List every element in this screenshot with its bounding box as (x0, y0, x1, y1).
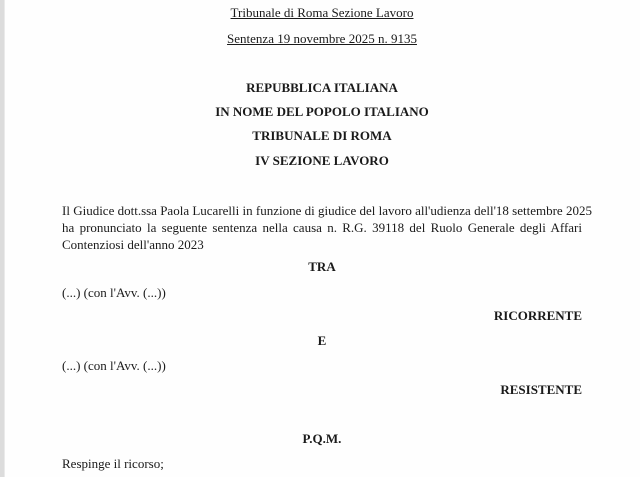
ruling-heading: P.Q.M. (302, 431, 342, 446)
title-section: IV SEZIONE LAVORO (255, 153, 389, 168)
intro-line: ha pronunciato la seguente sentenza nella causa n. R.G. 39118 del Ruolo Generale degli Affari (62, 220, 582, 235)
court-header: Tribunale di Roma Sezione Lavoro (230, 5, 414, 20)
plaintiff-role: RICORRENTE (493, 308, 582, 323)
intro-line: Il Giudice dott.ssa Paola Lucarelli in funzione di giudice del lavoro all'udienza dell'18 settembre 2025 (62, 203, 592, 218)
title-republic: REPUBBLICA ITALIANA (246, 80, 398, 95)
sentence-header: Sentenza 19 novembre 2025 n. 9135 (227, 31, 417, 46)
plaintiff-party: (...) (con l'Avv. (...)) (62, 285, 166, 300)
between-label: TRA (308, 259, 336, 274)
ruling-first-line: Respinge il ricorso; (62, 456, 164, 471)
intro-paragraph (62, 202, 592, 253)
intro-line: Contenziosi dell'anno 2023 (62, 237, 204, 252)
defendant-role: RESISTENTE (500, 382, 582, 397)
defendant-party: (...) (con l'Avv. (...)) (62, 358, 166, 373)
title-court: TRIBUNALE DI ROMA (252, 128, 392, 143)
and-label: E (317, 333, 327, 348)
title-people: IN NOME DEL POPOLO ITALIANO (215, 104, 429, 119)
